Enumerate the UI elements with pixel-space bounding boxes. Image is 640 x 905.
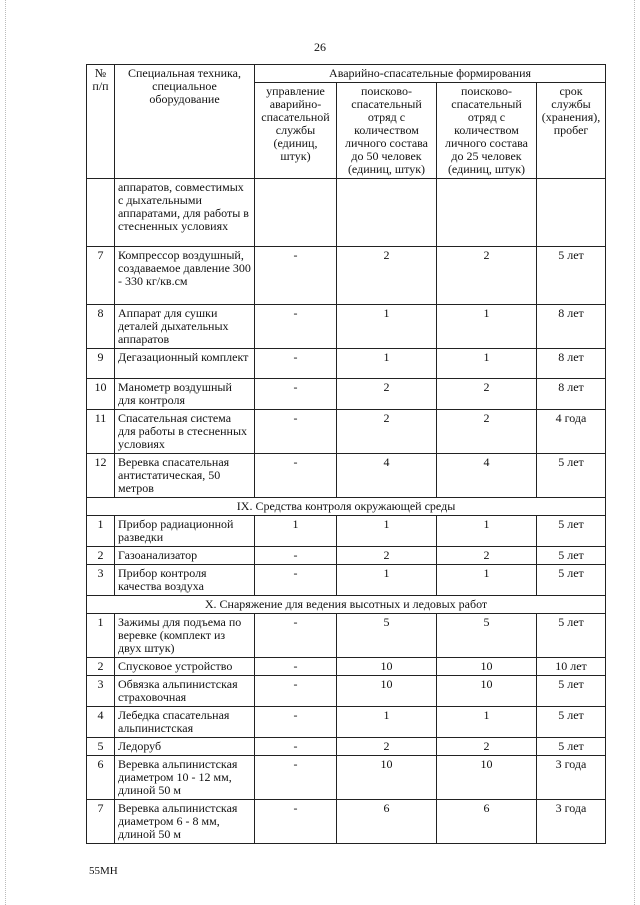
equipment-table [86, 64, 606, 844]
table-row [87, 305, 606, 349]
row-q50: 2 [337, 379, 437, 410]
row-q50: 5 [337, 614, 437, 658]
section-title-ix: IX. Средства контроля окружающей среды [87, 498, 606, 516]
row-num: 7 [87, 247, 115, 305]
row-mgmt: - [255, 738, 337, 756]
row-term: 10 лет [537, 658, 606, 676]
row-name: Веревка спасательная антистатическая, 50 метров [115, 454, 255, 498]
table-header [87, 65, 606, 179]
row-term: 5 лет [537, 614, 606, 658]
row-term: 8 лет [537, 305, 606, 349]
page-edge-left [5, 0, 6, 905]
table-row [87, 614, 606, 658]
row-term: 5 лет [537, 454, 606, 498]
row-name: Веревка альпинистская диаметром 6 - 8 мм, длиной 50 м [115, 800, 255, 844]
table-row [87, 676, 606, 707]
row-mgmt: - [255, 658, 337, 676]
row-q25: 5 [437, 614, 537, 658]
row-q25: 1 [437, 707, 537, 738]
row-name: Ледоруб [115, 738, 255, 756]
row-term [537, 179, 606, 247]
row-q50: 2 [337, 410, 437, 454]
row-name: Аппарат для сушки деталей дыхательных аппаратов [115, 305, 255, 349]
row-term: 5 лет [537, 738, 606, 756]
row-q25: 2 [437, 547, 537, 565]
row-q50: 2 [337, 738, 437, 756]
row-term: 5 лет [537, 707, 606, 738]
row-q25 [437, 179, 537, 247]
row-mgmt: - [255, 410, 337, 454]
row-name: Компрессор воздушный, создаваемое давление 300 - 330 кг/кв.см [115, 247, 255, 305]
row-q25: 10 [437, 658, 537, 676]
table-row [87, 379, 606, 410]
row-q25: 1 [437, 305, 537, 349]
row-term: 5 лет [537, 516, 606, 547]
row-q50: 1 [337, 516, 437, 547]
row-name: Прибор контроля качества воздуха [115, 565, 255, 596]
table-row [87, 658, 606, 676]
row-mgmt: - [255, 707, 337, 738]
row-mgmt: 1 [255, 516, 337, 547]
row-num: 8 [87, 305, 115, 349]
row-q25: 2 [437, 410, 537, 454]
row-name: аппаратов, совместимых с дыхательными аппаратами, для работы в стесненных условиях [115, 179, 255, 247]
row-mgmt [255, 179, 337, 247]
table-row [87, 179, 606, 247]
table-row [87, 547, 606, 565]
header-squad-25: поисково-спасательный отряд с количеством личного состава до 25 человек (единиц, штук) [437, 83, 537, 179]
row-name: Веревка альпинистская диаметром 10 - 12 мм, длиной 50 м [115, 756, 255, 800]
row-mgmt: - [255, 454, 337, 498]
header-item: Специальная техника, специальное оборудование [115, 65, 255, 179]
row-q25: 10 [437, 676, 537, 707]
row-q50: 10 [337, 676, 437, 707]
header-num: № п/п [87, 65, 115, 179]
row-q25: 10 [437, 756, 537, 800]
row-q25: 2 [437, 247, 537, 305]
row-num: 6 [87, 756, 115, 800]
row-term: 5 лет [537, 676, 606, 707]
row-name: Обвязка альпинистская страховочная [115, 676, 255, 707]
document-code: 55МН [89, 865, 118, 877]
row-q50: 4 [337, 454, 437, 498]
row-num [87, 179, 115, 247]
row-q50: 10 [337, 756, 437, 800]
table-row [87, 454, 606, 498]
row-term: 8 лет [537, 349, 606, 379]
row-q50: 1 [337, 707, 437, 738]
page-edge-right [634, 0, 635, 905]
row-term: 8 лет [537, 379, 606, 410]
row-mgmt: - [255, 614, 337, 658]
row-num: 10 [87, 379, 115, 410]
header-mgmt: управление аварийно-спасательной службы (единиц, штук) [255, 83, 337, 179]
row-q25: 1 [437, 565, 537, 596]
row-mgmt: - [255, 565, 337, 596]
row-term: 3 года [537, 800, 606, 844]
row-num: 2 [87, 547, 115, 565]
row-q25: 6 [437, 800, 537, 844]
row-q25: 2 [437, 738, 537, 756]
row-num: 7 [87, 800, 115, 844]
table-row [87, 349, 606, 379]
row-q50 [337, 179, 437, 247]
row-num: 4 [87, 707, 115, 738]
table-row [87, 565, 606, 596]
header-squad-50: поисково-спасательный отряд с количеством личного состава до 50 человек (единиц, штук) [337, 83, 437, 179]
row-num: 12 [87, 454, 115, 498]
table-row [87, 800, 606, 844]
row-q25: 4 [437, 454, 537, 498]
section-title-x: X. Снаряжение для ведения высотных и ледовых работ [87, 596, 606, 614]
row-mgmt: - [255, 676, 337, 707]
row-q50: 6 [337, 800, 437, 844]
row-q50: 1 [337, 565, 437, 596]
row-num: 3 [87, 565, 115, 596]
table-row [87, 738, 606, 756]
table-row [87, 756, 606, 800]
row-term: 4 года [537, 410, 606, 454]
row-name: Спасательная система для работы в стесненных условиях [115, 410, 255, 454]
row-q25: 2 [437, 379, 537, 410]
header-group: Аварийно-спасательные формирования [255, 65, 606, 83]
row-q25: 1 [437, 349, 537, 379]
row-q50: 2 [337, 547, 437, 565]
section-heading-row [87, 498, 606, 516]
row-name: Спусковое устройство [115, 658, 255, 676]
row-term: 3 года [537, 756, 606, 800]
row-q50: 1 [337, 305, 437, 349]
row-mgmt: - [255, 379, 337, 410]
row-num: 1 [87, 614, 115, 658]
row-num: 3 [87, 676, 115, 707]
row-q50: 1 [337, 349, 437, 379]
section-heading-row [87, 596, 606, 614]
row-term: 5 лет [537, 547, 606, 565]
row-num: 11 [87, 410, 115, 454]
row-mgmt: - [255, 756, 337, 800]
row-name: Дегазационный комплект [115, 349, 255, 379]
row-name: Зажимы для подъема по веревке (комплект из двух штук) [115, 614, 255, 658]
table-body [87, 179, 606, 844]
table-row [87, 247, 606, 305]
page-number: 26 [314, 40, 326, 54]
header-term: срок службы (хранения), пробег [537, 83, 606, 179]
row-q50: 10 [337, 658, 437, 676]
row-q25: 1 [437, 516, 537, 547]
row-name: Лебедка спасательная альпинистская [115, 707, 255, 738]
table-row [87, 516, 606, 547]
row-mgmt: - [255, 800, 337, 844]
row-num: 5 [87, 738, 115, 756]
row-name: Газоанализатор [115, 547, 255, 565]
table-row [87, 707, 606, 738]
row-num: 9 [87, 349, 115, 379]
row-term: 5 лет [537, 565, 606, 596]
row-mgmt: - [255, 547, 337, 565]
row-num: 1 [87, 516, 115, 547]
row-mgmt: - [255, 349, 337, 379]
row-term: 5 лет [537, 247, 606, 305]
row-mgmt: - [255, 247, 337, 305]
row-name: Манометр воздушный для контроля [115, 379, 255, 410]
row-q50: 2 [337, 247, 437, 305]
row-num: 2 [87, 658, 115, 676]
row-name: Прибор радиационной разведки [115, 516, 255, 547]
row-mgmt: - [255, 305, 337, 349]
table-row [87, 410, 606, 454]
